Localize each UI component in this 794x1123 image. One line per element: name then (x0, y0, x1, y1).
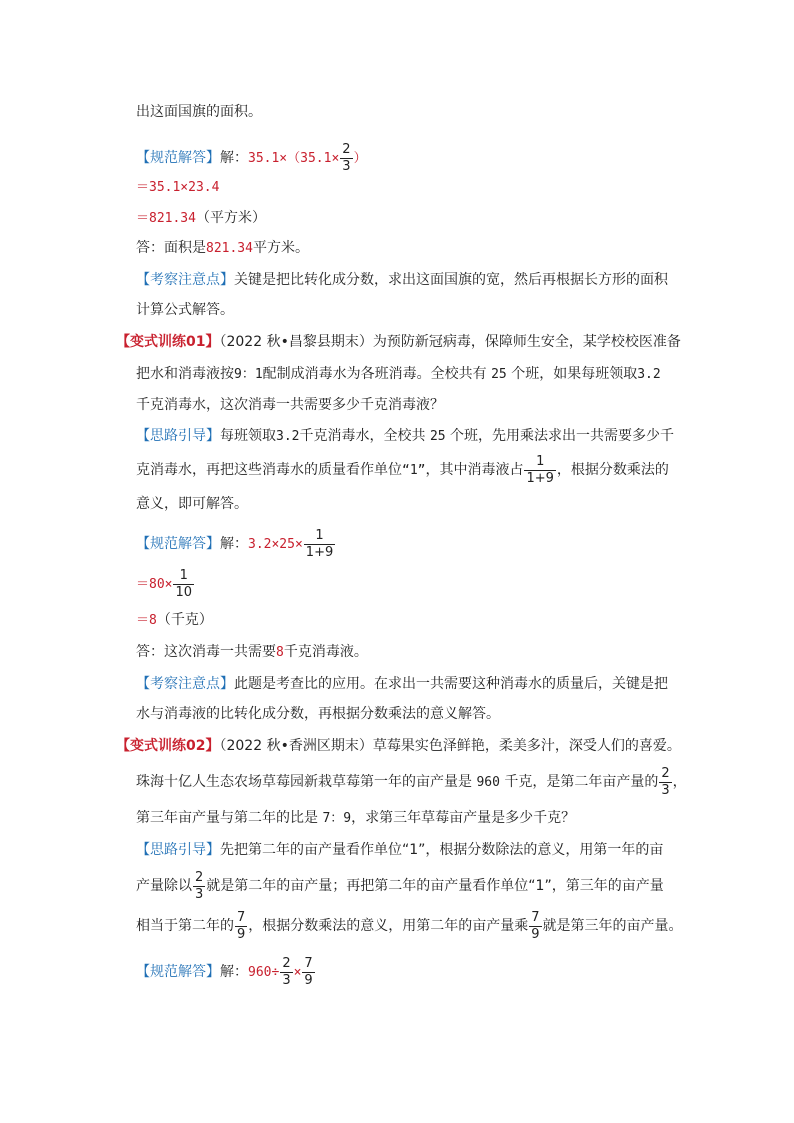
think-line: 克消毒水，再把这些消毒水的质量看作单位“1”，其中消毒液占 $\frac{1}{1+9}$ ，根据分数乘法的 (136, 453, 669, 486)
answer-tag: 【规范解答】 (136, 536, 220, 552)
text-line: 出这面国旗的面积。 (136, 104, 262, 120)
fraction: $\frac{2}{3}$ (195, 869, 204, 902)
answer-statement: 答：面积是821.34平方米。 (136, 240, 309, 256)
note-tag: 【考察注意点】 (136, 272, 234, 288)
fraction: $\frac{2}{3}$ (661, 765, 670, 798)
calc-line: ＝35.1×23.4 (136, 180, 220, 195)
note-line: 【考察注意点】关键是把比转化成分数，求出这面国旗的宽，然后再根据长方形的面积 (136, 272, 668, 288)
note-line: 【考察注意点】此题是考查比的应用。在求出一共需要这种消毒水的质量后，关键是把 (136, 676, 668, 692)
think-tag: 【思路引导】 (136, 428, 220, 444)
fraction: $\frac{7}{9}$ (304, 955, 313, 988)
text-line: 千克消毒水，这次消毒一共需要多少千克消毒液？ (136, 397, 444, 413)
calc-line: ＝80× $\frac{1}{10}$ (136, 567, 193, 600)
answer-line: 【规范解答】解：35.1×（35.1× $\frac{2}{3}$ ） (136, 141, 367, 174)
note-line: 水与消毒液的比转化成分数，再根据分数乘法的意义解答。 (136, 706, 500, 722)
fraction: $\frac{2}{3}$ (342, 141, 351, 174)
fraction: $\frac{2}{3}$ (282, 955, 291, 988)
exercise-tag: 【变式训练01】 (116, 334, 220, 350)
think-tag: 【思路引导】 (136, 842, 220, 858)
fraction: $\frac{1}{1+9}$ (305, 527, 334, 560)
think-line: 【思路引导】先把第二年的亩产量看作单位“1”，根据分数除法的意义，用第一年的亩 (136, 842, 664, 858)
think-line: 相当于第二年的 $\frac{7}{9}$ ，根据分数乘法的意义，用第二年的亩产量乘 $\frac{7}{9}$ 就是第三年的亩产量。 (136, 909, 683, 942)
think-line: 意义，即可解答。 (136, 496, 248, 512)
calc-line: ＝8（千克） (136, 612, 213, 628)
fraction: $\frac{1}{1+9}$ (526, 453, 554, 486)
think-line: 产量除以 $\frac{2}{3}$ 就是第二年的亩产量；再把第二年的亩产量看作单位“1”，第三年的亩产量 (136, 869, 664, 902)
exercise-tag: 【变式训练02】 (116, 738, 220, 754)
note-tag: 【考察注意点】 (136, 676, 234, 692)
exercise-heading: 【变式训练02】（2022 秋•香洲区期末）草莓果实色泽鲜艳，柔美多汁，深受人们的喜爱。 (116, 738, 681, 754)
text-line: 第三年亩产量与第二年的比是 7：9，求第三年草莓亩产量是多少千克？ (136, 810, 576, 826)
calc-line: ＝821.34（平方米） (136, 210, 266, 226)
answer-tag: 【规范解答】 (136, 150, 220, 166)
text-line: 珠海十亿人生态农场草莓园新栽草莓第一年的亩产量是 960 千克，是第二年亩产量的 $\frac{2}{3}$ ， (136, 765, 687, 798)
text-line: 把水和消毒液按9：1配制成消毒水为各班消毒。全校共有 25 个班，如果每班领取3.2 (136, 366, 661, 382)
fraction: $\frac{1}{10}$ (175, 567, 193, 600)
note-line: 计算公式解答。 (136, 302, 234, 318)
answer-line: 【规范解答】解：3.2×25× $\frac{1}{1+9}$ (136, 527, 334, 560)
fraction: $\frac{7}{9}$ (531, 909, 540, 942)
answer-tag: 【规范解答】 (136, 964, 220, 980)
fraction: $\frac{7}{9}$ (237, 909, 246, 942)
answer-line: 【规范解答】解：960÷ $\frac{2}{3}$ × $\frac{7}{9}$ (136, 955, 313, 988)
exercise-heading: 【变式训练01】（2022 秋•昌黎县期末）为预防新冠病毒，保障师生安全，某学校校医准备 (116, 334, 681, 350)
answer-statement: 答：这次消毒一共需要8千克消毒液。 (136, 644, 368, 660)
think-line: 【思路引导】每班领取3.2千克消毒水，全校共 25 个班，先用乘法求出一共需要多少千 (136, 428, 675, 444)
